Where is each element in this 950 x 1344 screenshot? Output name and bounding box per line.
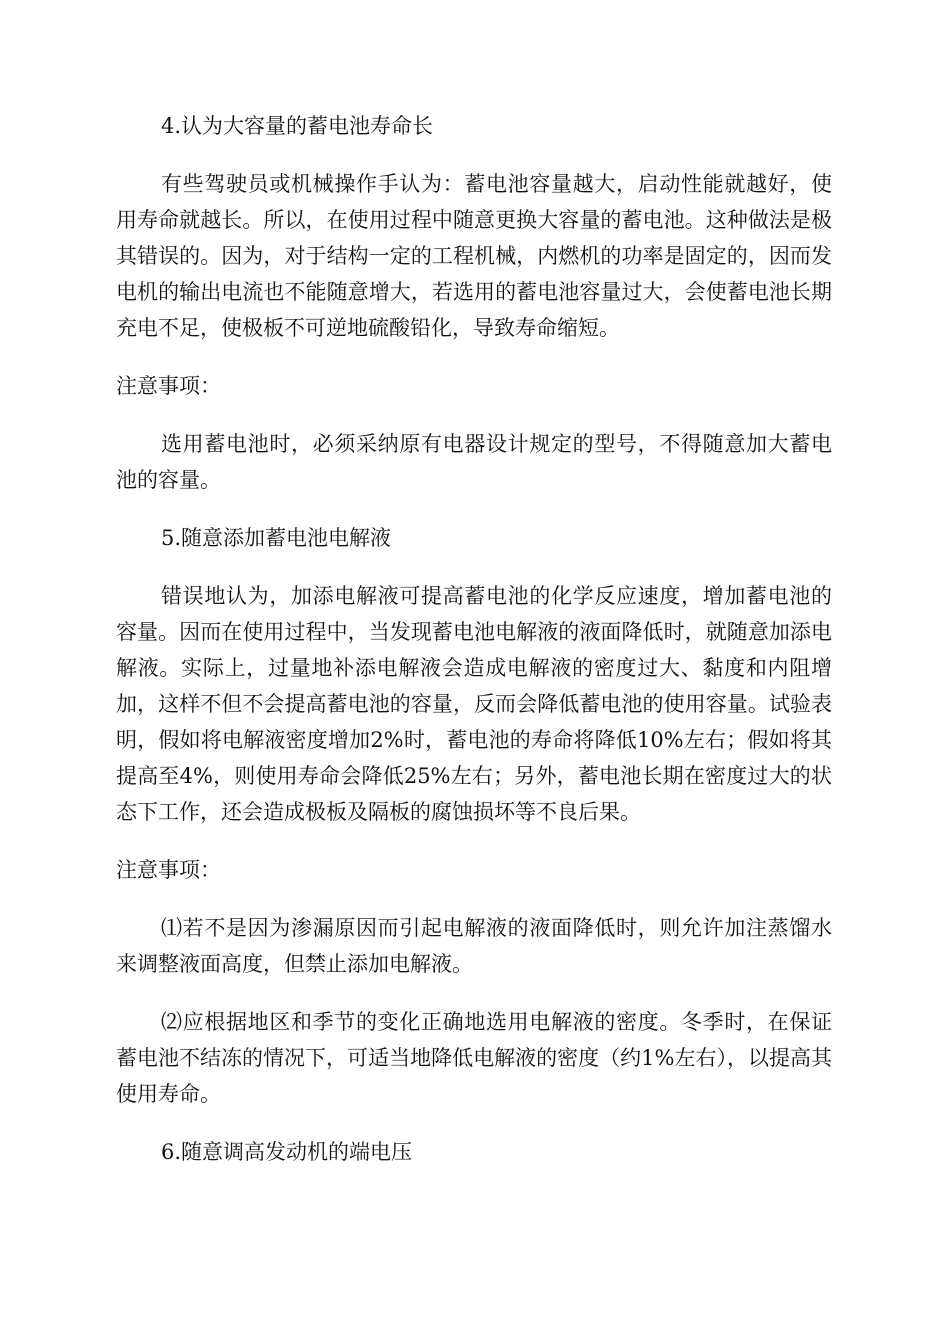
section-4-heading: 4.认为大容量的蓄电池寿命长	[161, 114, 434, 138]
section-6-heading: 6.随意调高发动机的端电压	[161, 1140, 413, 1164]
section-5-body: 错误地认为，加添电解液可提高蓄电池的化学反应速度，增加蓄电池的容量。因而在使用过程中，当发现蓄电池电解液的液面降低时，就随意加添电解液。实际上，过量地补添电解液会造成电解液的密度过大、黏度和内阻增加，这样不但不会提高蓄电池的容量，反而会降低蓄电池的使用容量。试验表明，假如将电解液密度增加2%时，蓄电池的寿命将降低10%左右；假如将其提高至4%，则使用寿命会降低25%左右；另外，蓄电池长期在密度过大的状态下工作，还会造成极板及隔板的腐蚀损坏等不良后果。	[116, 584, 832, 824]
section-5-note-1: ⑴若不是因为渗漏原因而引起电解液的液面降低时，则允许加注蒸馏水来调整液面高度，但禁止添加电解液。	[116, 916, 832, 976]
section-5-note-label: 注意事项：	[116, 858, 221, 882]
section-4-note-1: 选用蓄电池时，必须采纳原有电器设计规定的型号，不得随意加大蓄电池的容量。	[116, 432, 832, 492]
section-4-note-label: 注意事项：	[116, 374, 221, 398]
section-5-heading: 5.随意添加蓄电池电解液	[161, 526, 392, 550]
section-4-body: 有些驾驶员或机械操作手认为：蓄电池容量越大，启动性能就越好，使用寿命就越长。所以，在使用过程中随意更换大容量的蓄电池。这种做法是极其错误的。因为，对于结构一定的工程机械，内燃机的功率是固定的，因而发电机的输出电流也不能随意增大，若选用的蓄电池容量过大，会使蓄电池长期充电不足，使极板不可逆地硫酸铅化，导致寿命缩短。	[116, 172, 832, 340]
section-5-note-2: ⑵应根据地区和季节的变化正确地选用电解液的密度。冬季时，在保证蓄电池不结冻的情况下，可适当地降低电解液的密度（约1%左右），以提高其使用寿命。	[116, 1010, 832, 1106]
document-page	[116, 108, 832, 1192]
